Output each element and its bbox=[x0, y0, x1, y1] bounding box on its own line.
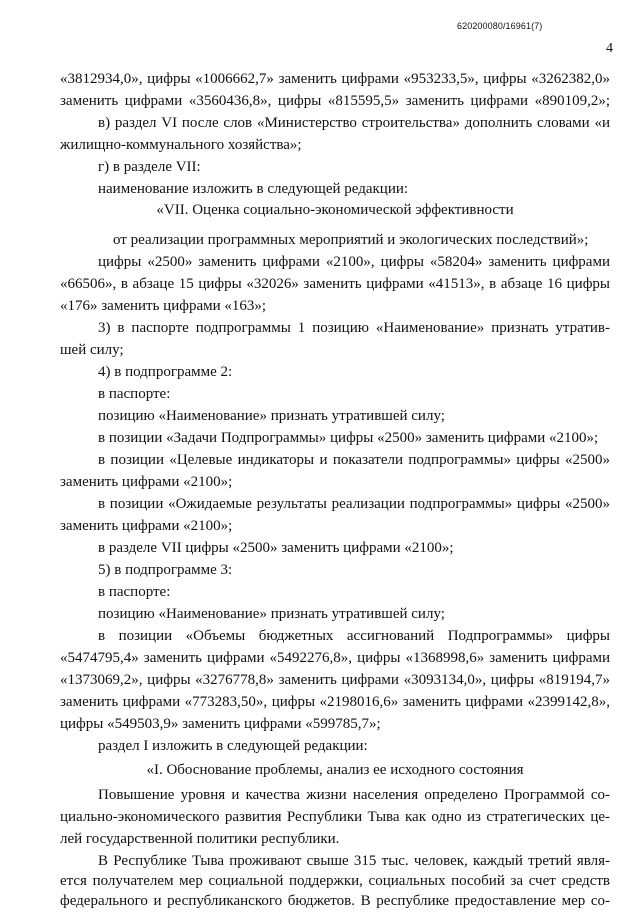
text-line: «1373069,2», цифры «3276778,8» заменить цифрами «3093134,0», цифры «819194,7» bbox=[60, 672, 610, 688]
text-line: ется получателем мер социальной поддержки, социальных пособий за счет средств bbox=[60, 873, 610, 889]
text-line: цифры «2500» заменить цифрами «2100», цифры «58204» заменить цифрами bbox=[98, 254, 610, 270]
text-line: в позиции «Задачи Подпрограммы» цифры «2500» заменить цифрами «2100»; bbox=[98, 430, 599, 446]
text-line: жилищно-коммунального хозяйства»; bbox=[60, 137, 302, 153]
text-line: в позиции «Целевые индикаторы и показатели подпрограммы» цифры «2500» bbox=[98, 452, 610, 468]
text-line: «176» заменить цифрами «163»; bbox=[60, 298, 267, 314]
text-line: «3812934,0», цифры «1006662,7» заменить цифрами «953233,5», цифры «3262382,0» bbox=[60, 71, 610, 87]
text-line: 3) в паспорте подпрограммы 1 позицию «Наименование» признать утратив- bbox=[98, 320, 610, 336]
text-line: цифры «549503,9» заменить цифрами «599785,7»; bbox=[60, 716, 381, 732]
text-line: 4) в подпрограмме 2: bbox=[98, 364, 233, 380]
text-line: «66506», в абзаце 15 цифры «32026» заменить цифрами «41513», в абзаце 16 цифры bbox=[60, 276, 610, 292]
text-line: в) раздел VI после слов «Министерство строительства» дополнить словами «и bbox=[98, 115, 610, 131]
section-heading: «VII. Оценка социально-экономической эффективности bbox=[156, 202, 514, 218]
text-line: от реализации программных мероприятий и экологических последствий»; bbox=[113, 232, 589, 248]
text-line: позицию «Наименование» признать утратившей силу; bbox=[98, 408, 445, 424]
text-line: «5474795,4» заменить цифрами «5492276,8», цифры «1368998,6» заменить цифрами bbox=[60, 650, 610, 666]
text-line: заменить цифрами «3560436,8», цифры «815595,5» заменить цифрами «890109,2»; bbox=[60, 93, 610, 109]
text-line: в паспорте: bbox=[98, 386, 171, 402]
text-line: в разделе VII цифры «2500» заменить цифрами «2100»; bbox=[98, 540, 454, 556]
text-line: циально-экономического развития Республики Тыва как одно из стратегических це- bbox=[60, 809, 610, 825]
text-line: 5) в подпрограмме 3: bbox=[98, 562, 233, 578]
text-line: Повышение уровня и качества жизни населения определено Программой со- bbox=[98, 787, 610, 803]
text-line: г) в разделе VII: bbox=[98, 159, 201, 175]
document-id: 620200080/16961(7) bbox=[457, 21, 543, 31]
text-line: заменить цифрами «2100»; bbox=[60, 474, 233, 490]
text-line: позицию «Наименование» признать утратившей силу; bbox=[98, 606, 445, 622]
text-line: в позиции «Объемы бюджетных ассигнований Подпрограммы» цифры bbox=[98, 628, 610, 644]
text-line: В Республике Тыва проживают свыше 315 тыс. человек, каждый третий явля- bbox=[98, 853, 610, 869]
text-line: в паспорте: bbox=[98, 584, 171, 600]
text-line: раздел I изложить в следующей редакции: bbox=[98, 738, 368, 754]
text-line: лей государственной политики республики. bbox=[60, 831, 340, 847]
page-number: 4 bbox=[606, 41, 613, 56]
text-line: наименование изложить в следующей редакции: bbox=[98, 181, 409, 197]
text-line: заменить цифрами «2100»; bbox=[60, 518, 233, 534]
text-line: в позиции «Ожидаемые результаты реализации подпрограммы» цифры «2500» bbox=[98, 496, 610, 512]
text-line: федерального и республиканского бюджетов. В республике предоставление мер со- bbox=[60, 893, 610, 909]
text-line: заменить цифрами «773283,50», цифры «2198016,6» заменить цифрами «2399142,8», bbox=[60, 694, 610, 710]
section-heading: «I. Обоснование проблемы, анализ ее исходного состояния bbox=[146, 762, 524, 778]
text-line: шей силу; bbox=[60, 342, 124, 358]
